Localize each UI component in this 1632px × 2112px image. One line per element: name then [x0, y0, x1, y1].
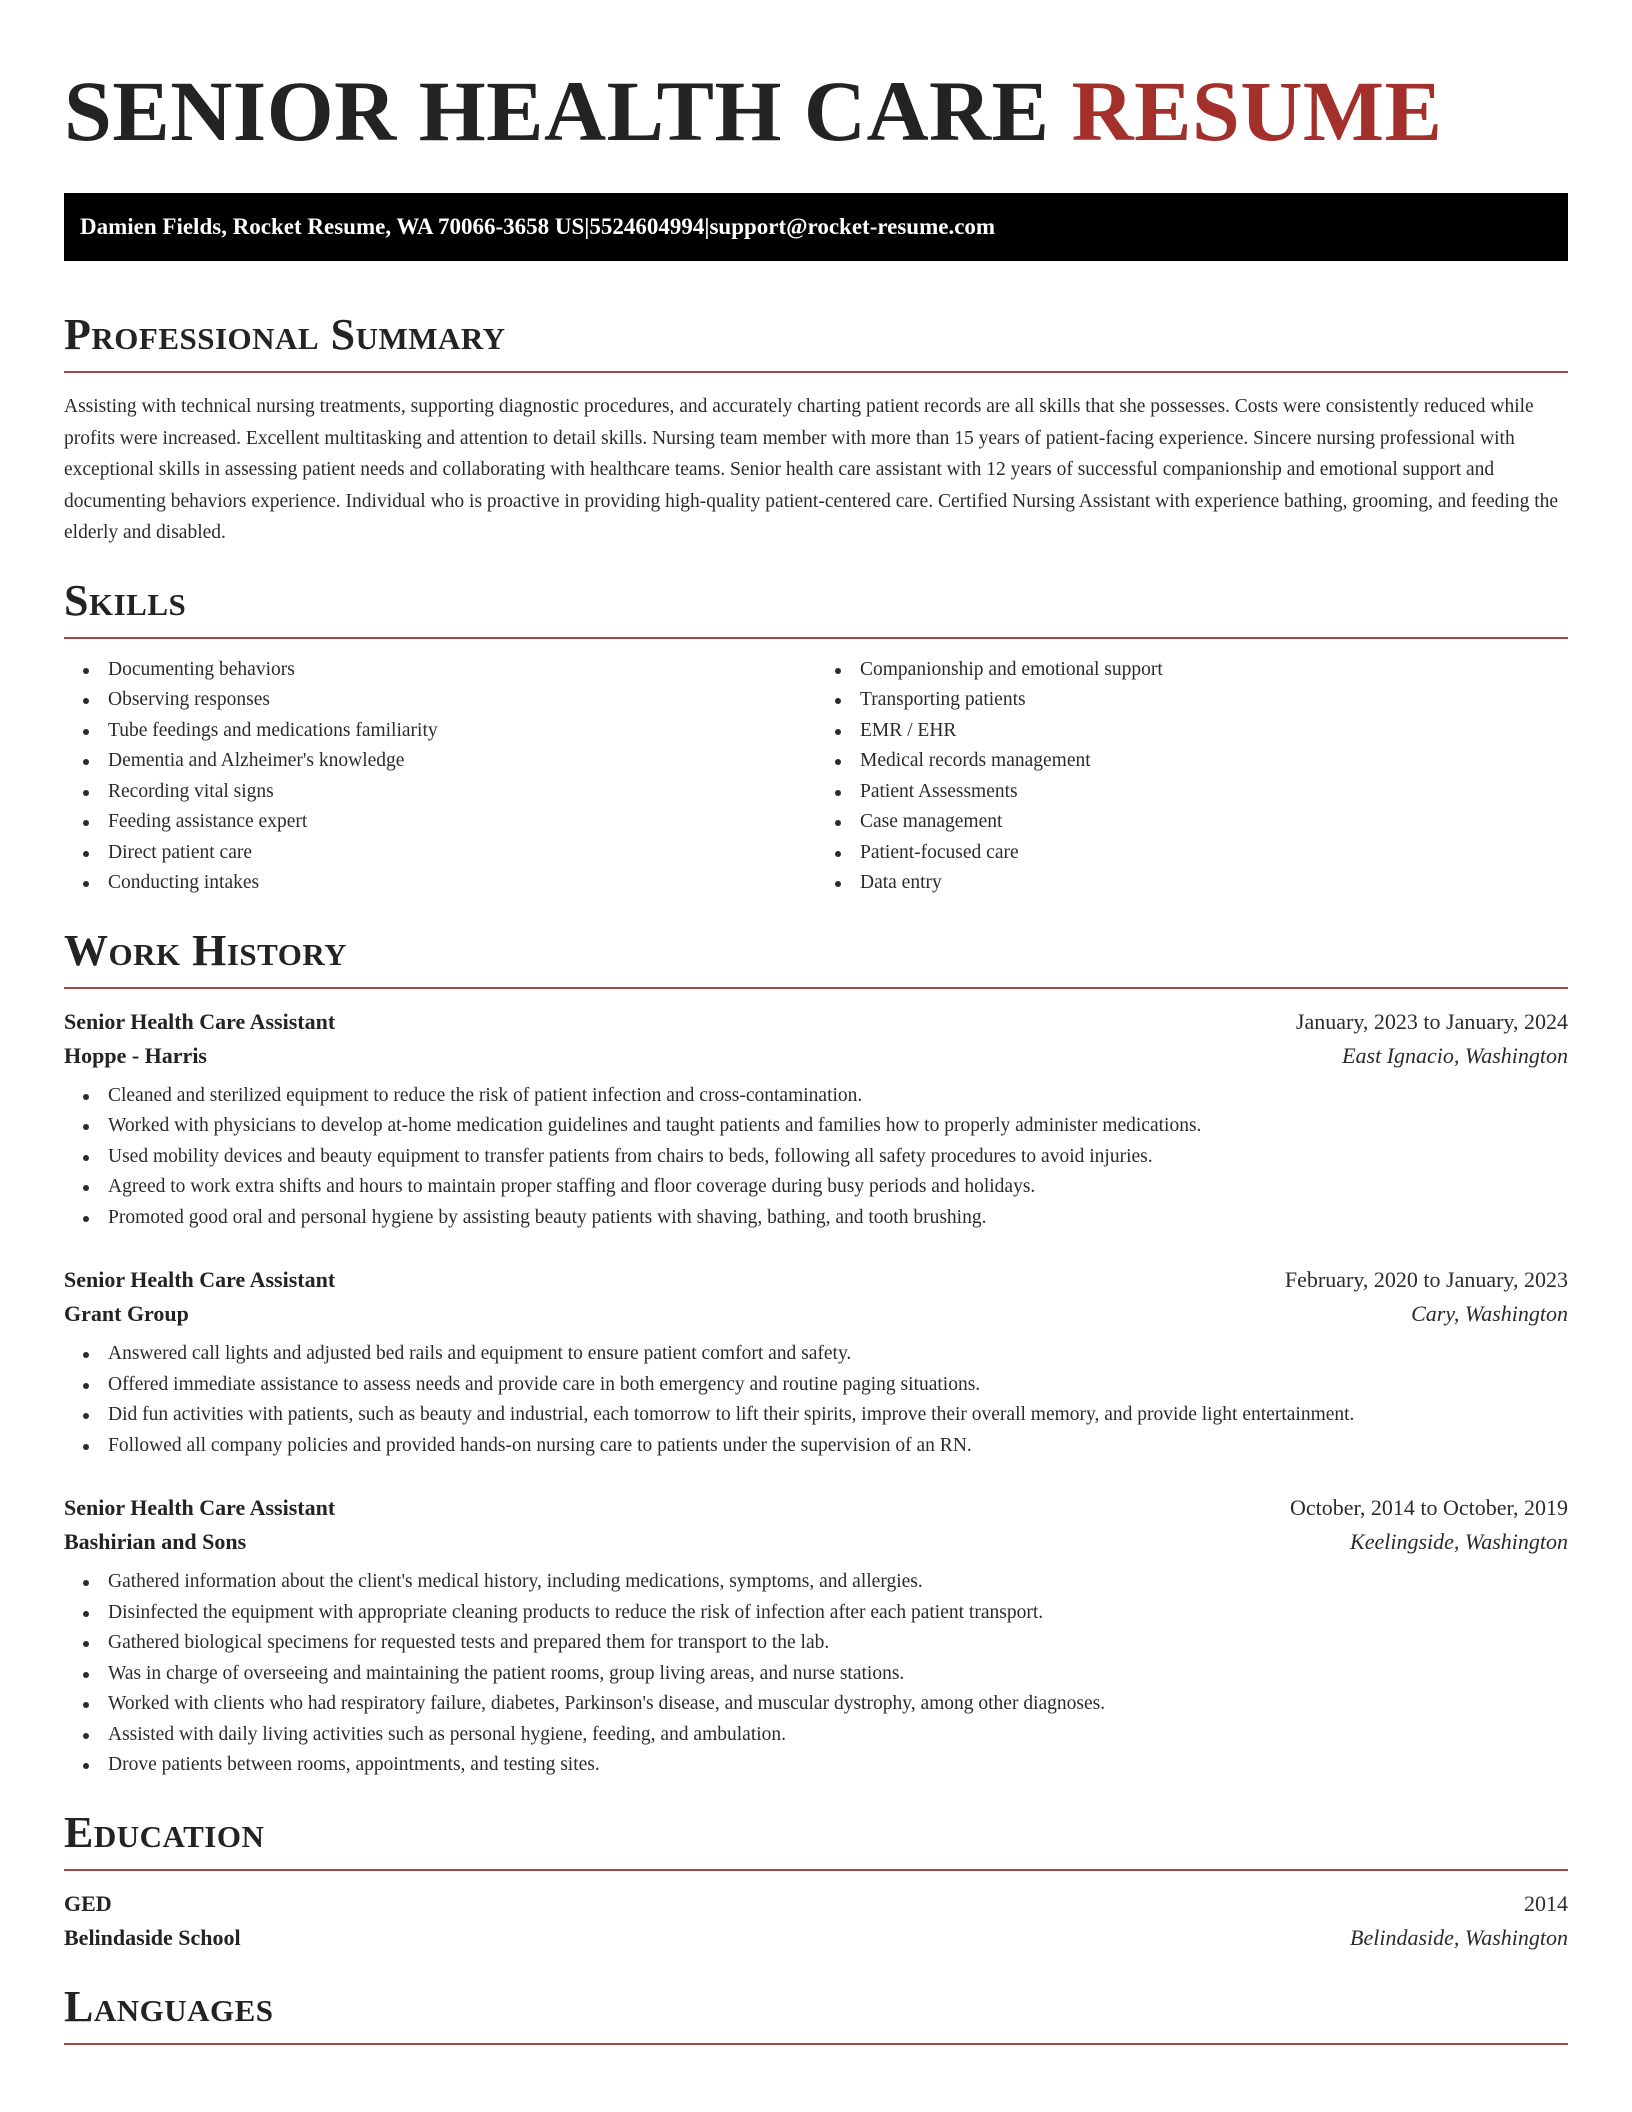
job-location: Cary, Washington	[1411, 1301, 1568, 1326]
education-location: Belindaside, Washington	[1350, 1924, 1568, 1950]
section-divider	[64, 371, 1568, 373]
skill-item: EMR / EHR	[860, 716, 1568, 747]
skill-item: Patient Assessments	[860, 777, 1568, 808]
job-header-row	[64, 1009, 1568, 1035]
work-history-section	[64, 925, 1568, 1781]
skills-column-right	[816, 655, 1568, 899]
job-location: Keelingside, Washington	[1350, 1529, 1568, 1554]
education-entry	[64, 1891, 1568, 1951]
job-dates: January, 2023 to January, 2024	[1295, 1008, 1568, 1034]
education-degree: GED	[64, 1890, 112, 1916]
skill-item: Recording vital signs	[108, 777, 816, 808]
job-entry	[64, 1009, 1568, 1234]
skill-item: Patient-focused care	[860, 838, 1568, 869]
contact-bar	[64, 193, 1568, 261]
title-main: SENIOR HEALTH CARE	[64, 63, 1050, 159]
job-bullet: Used mobility devices and beauty equipment to transfer patients from chairs to beds, following all safety procedures to avoid injuries.	[108, 1142, 1568, 1173]
skills-grid	[64, 655, 1568, 899]
job-bullet: Answered call lights and adjusted bed rails and equipment to ensure patient comfort and safety.	[108, 1339, 1568, 1370]
job-title: Senior Health Care Assistant	[64, 1267, 336, 1292]
job-employer-row	[64, 1301, 1568, 1327]
job-bullet: Assisted with daily living activities such as personal hygiene, feeding, and ambulation.	[108, 1720, 1568, 1751]
job-bullet: Was in charge of overseeing and maintaining the patient rooms, group living areas, and nurse stations.	[108, 1659, 1568, 1690]
contact-email: support@rocket-resume.com	[709, 214, 996, 239]
skill-item: Dementia and Alzheimer's knowledge	[108, 746, 816, 777]
skills-column-left	[64, 655, 816, 899]
job-header-row	[64, 1267, 1568, 1293]
skill-item: Data entry	[860, 868, 1568, 899]
job-bullet: Followed all company policies and provided hands-on nursing care to patients under the supervision of an RN.	[108, 1431, 1568, 1462]
education-header-row	[64, 1891, 1568, 1917]
resume-title	[64, 58, 1568, 159]
job-bullet: Promoted good oral and personal hygiene by assisting beauty patients with shaving, bathing, and tooth brushing.	[108, 1203, 1568, 1234]
job-bullet: Did fun activities with patients, such as beauty and industrial, each tomorrow to lift their spirits, improve their overall memory, and provide light entertainment.	[108, 1400, 1568, 1431]
skill-item: Medical records management	[860, 746, 1568, 777]
job-bullet: Disinfected the equipment with appropriate cleaning products to reduce the risk of infection after each patient transport.	[108, 1598, 1568, 1629]
job-dates: February, 2020 to January, 2023	[1284, 1267, 1568, 1292]
skill-item: Documenting behaviors	[108, 655, 816, 686]
contact-phone: 5524604994	[589, 214, 705, 239]
contact-separator: |	[584, 214, 590, 239]
summary-text: Assisting with technical nursing treatments, supporting diagnostic procedures, and accurately charting patient records are all skills that she possesses. Costs were consistently reduced while profits were increased. Excellent multitasking and attention to detail skills. Nursing team member with more than 15 years of patient-facing experience. Sincere nursing professional with exceptional skills in assessing patient needs and collaborating with healthcare teams. Senior health care assistant with 12 years of successful companionship and emotional support and documenting behaviors experience. Individual who is proactive in providing high-quality patient-centered care. Certified Nursing Assistant with experience bathing, grooming, and feeding the elderly and disabled.	[64, 396, 1559, 543]
job-entry	[64, 1495, 1568, 1781]
work-history-heading: Work History	[64, 925, 348, 975]
education-section	[64, 1807, 1568, 1951]
education-school-row	[64, 1925, 1568, 1951]
section-divider	[64, 1869, 1568, 1871]
summary-section	[64, 310, 1568, 549]
job-bullet: Cleaned and sterilized equipment to reduce the risk of patient infection and cross-contamination.	[108, 1081, 1568, 1112]
job-bullet: Drove patients between rooms, appointments, and testing sites.	[108, 1750, 1568, 1781]
skill-item: Case management	[860, 807, 1568, 838]
skill-item: Transporting patients	[860, 685, 1568, 716]
job-bullets	[64, 1339, 1568, 1461]
job-bullets	[64, 1567, 1568, 1781]
job-bullet: Gathered biological specimens for requested tests and prepared them for transport to the lab.	[108, 1628, 1568, 1659]
job-title: Senior Health Care Assistant	[64, 1495, 336, 1520]
job-header-row	[64, 1495, 1568, 1521]
title-accent: RESUME	[1071, 63, 1443, 159]
job-bullets	[64, 1081, 1568, 1234]
skill-item: Companionship and emotional support	[860, 655, 1568, 686]
job-title: Senior Health Care Assistant	[64, 1008, 336, 1034]
skill-item: Feeding assistance expert	[108, 807, 816, 838]
job-employer: Grant Group	[64, 1301, 189, 1326]
job-employer-row	[64, 1043, 1568, 1069]
job-employer-row	[64, 1529, 1568, 1555]
contact-separator: |	[704, 214, 710, 239]
summary-heading: Professional Summary	[64, 310, 506, 359]
languages-section	[64, 1981, 1568, 2045]
job-entry	[64, 1267, 1568, 1461]
skills-heading: Skills	[64, 575, 187, 625]
job-dates: October, 2014 to October, 2019	[1289, 1495, 1568, 1520]
skill-item: Tube feedings and medications familiarity	[108, 716, 816, 747]
job-bullet: Gathered information about the client's medical history, including medications, symptoms, and allergies.	[108, 1567, 1568, 1598]
job-bullet: Offered immediate assistance to assess needs and provide care in both emergency and routine paging situations.	[108, 1370, 1568, 1401]
education-school: Belindaside School	[64, 1924, 241, 1950]
job-bullet: Worked with physicians to develop at-home medication guidelines and taught patients and families how to properly administer medications.	[108, 1111, 1568, 1142]
skill-item: Direct patient care	[108, 838, 816, 869]
job-employer: Bashirian and Sons	[64, 1529, 247, 1554]
section-divider	[64, 987, 1568, 989]
job-bullet: Agreed to work extra shifts and hours to maintain proper staffing and floor coverage during busy periods and holidays.	[108, 1172, 1568, 1203]
skill-item: Observing responses	[108, 685, 816, 716]
contact-address: Damien Fields, Rocket Resume, WA 70066-3658 US	[80, 214, 585, 239]
job-bullet: Worked with clients who had respiratory failure, diabetes, Parkinson's disease, and muscular dystrophy, among other diagnoses.	[108, 1689, 1568, 1720]
job-employer: Hoppe - Harris	[64, 1042, 207, 1068]
section-divider	[64, 2043, 1568, 2045]
skill-item: Conducting intakes	[108, 868, 816, 899]
languages-heading: Languages	[64, 1981, 274, 2031]
job-location: East Ignacio, Washington	[1342, 1042, 1568, 1068]
education-year: 2014	[1524, 1890, 1568, 1916]
section-divider	[64, 637, 1568, 639]
education-heading: Education	[64, 1807, 265, 1857]
skills-section	[64, 575, 1568, 899]
